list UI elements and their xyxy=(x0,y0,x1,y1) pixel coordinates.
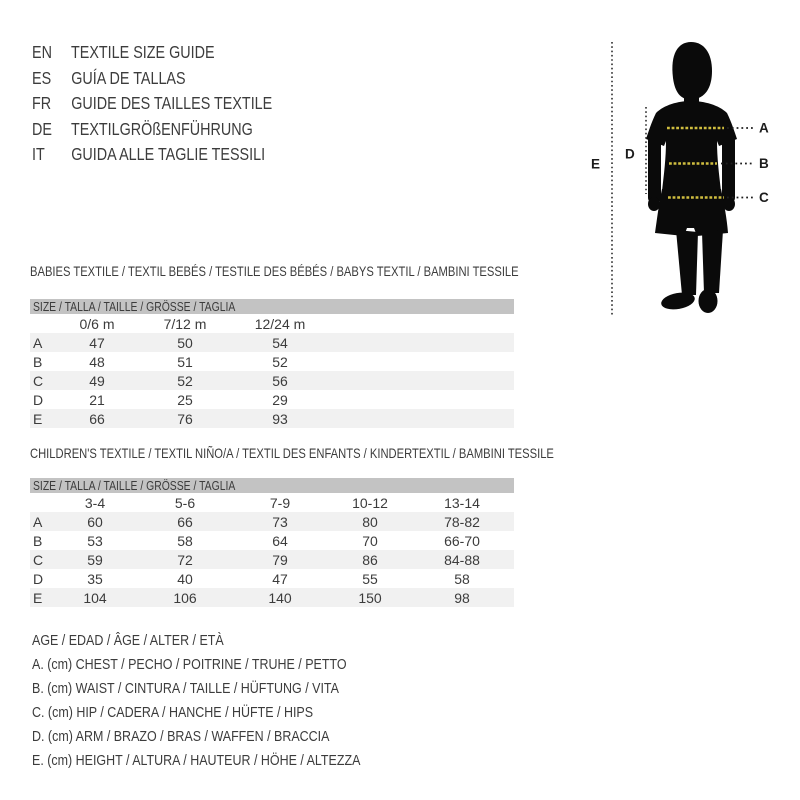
row-label-cell: C xyxy=(30,371,54,390)
size-bar-label: SIZE / TALLA / TAILLE / GRÖSSE / TAGLIA xyxy=(33,299,236,314)
size-value-cell: 49 xyxy=(54,371,140,390)
corner-cell xyxy=(30,493,54,512)
waist-label: B xyxy=(759,156,769,171)
chest-label: A xyxy=(759,120,769,136)
size-value-cell: 21 xyxy=(89,391,105,408)
legend-age-line: AGE / EDAD / ÂGE / ALTER / ETÀ xyxy=(32,633,224,649)
filler-cell xyxy=(510,512,514,531)
size-value-cell: 76 xyxy=(140,409,230,428)
col-header-cell: 7-9 xyxy=(269,494,291,511)
col-header-cell: 12/24 m xyxy=(254,315,306,332)
size-value-cell: 52 xyxy=(140,371,230,390)
size-value-cell: 55 xyxy=(362,570,378,587)
filler-cell xyxy=(510,531,514,550)
children-size-table xyxy=(30,493,514,607)
size-value-cell: 54 xyxy=(230,333,330,352)
language-code: IT xyxy=(32,144,45,164)
language-code: EN xyxy=(32,42,52,62)
row-label-cell: A xyxy=(30,512,54,531)
language-title: TEXTILE SIZE GUIDE xyxy=(70,42,215,62)
size-value-cell: 73 xyxy=(234,512,326,531)
row-label-cell: B xyxy=(33,353,43,370)
size-value-cell: 59 xyxy=(54,550,136,569)
table-row xyxy=(30,550,514,569)
size-value-cell: 66 xyxy=(54,409,140,428)
language-title: GUIDA ALLE TAGLIE TESSILI xyxy=(71,144,266,164)
table-row xyxy=(30,371,514,390)
size-value-cell: 29 xyxy=(272,391,288,408)
filler-cell xyxy=(330,352,514,371)
size-value-cell: 93 xyxy=(230,409,330,428)
table-row xyxy=(30,531,514,550)
babies-section-heading: BABIES TEXTILE / TEXTIL BEBÉS / TESTILE DES BÉBÉS / BABYS TEXTIL / BAMBINI TESSILE xyxy=(30,263,519,279)
size-value-cell: 51 xyxy=(177,353,193,370)
col-header-cell: 3-4 xyxy=(84,494,106,511)
corner-cell xyxy=(30,314,54,333)
arm-label: D xyxy=(625,146,635,162)
filler-cell xyxy=(330,409,514,428)
size-value-cell: 58 xyxy=(454,570,470,587)
babies-size-table xyxy=(30,314,514,428)
filler-cell xyxy=(510,569,514,588)
size-value-cell: 98 xyxy=(414,588,510,607)
row-label-cell: B xyxy=(33,532,43,549)
col-header-cell: 7/12 m xyxy=(163,315,207,332)
height-label: E xyxy=(591,156,601,172)
table-row xyxy=(30,588,514,607)
filler-cell xyxy=(510,588,514,607)
table-row xyxy=(30,569,514,588)
filler-cell xyxy=(330,333,514,352)
size-value-cell: 64 xyxy=(272,532,288,549)
table-row xyxy=(30,333,514,352)
row-label-cell: E xyxy=(30,588,54,607)
size-value-cell: 84-88 xyxy=(414,550,510,569)
size-value-cell: 58 xyxy=(177,532,193,549)
language-code: DE xyxy=(32,118,52,139)
language-code: ES xyxy=(32,67,52,88)
size-value-cell: 52 xyxy=(272,353,288,370)
language-title-list xyxy=(32,40,325,168)
language-code: FR xyxy=(32,93,52,113)
size-value-cell: 40 xyxy=(177,570,193,587)
hip-label: C xyxy=(759,190,769,205)
table-row xyxy=(30,390,514,409)
col-header-cell: 13-14 xyxy=(444,494,480,511)
language-title: TEXTILGRÖßENFÜHRUNG xyxy=(70,118,253,139)
table-row xyxy=(30,352,514,371)
silhouette-left-leg xyxy=(676,230,698,295)
size-value-cell: 66 xyxy=(136,512,234,531)
col-header-cell: 0/6 m xyxy=(79,315,115,332)
row-label-cell: A xyxy=(30,333,54,352)
row-label-cell: E xyxy=(30,409,54,428)
legend-hip-line: C. (cm) HIP / CADERA / HANCHE / HÜFTE / HIPS xyxy=(32,705,314,721)
size-value-cell: 104 xyxy=(54,588,136,607)
filler-cell xyxy=(330,390,514,409)
size-value-cell: 48 xyxy=(89,353,105,370)
size-value-cell: 79 xyxy=(234,550,326,569)
size-value-cell: 47 xyxy=(272,570,288,587)
filler-cell xyxy=(510,550,514,569)
language-title: GUIDE DES TAILLES TEXTILE xyxy=(71,93,273,113)
size-value-cell: 53 xyxy=(87,532,103,549)
size-value-cell: 72 xyxy=(136,550,234,569)
row-label-cell: D xyxy=(33,570,44,587)
size-value-cell: 78-82 xyxy=(414,512,510,531)
babies-size-bar xyxy=(30,299,514,314)
table-row xyxy=(30,409,514,428)
row-label-cell: C xyxy=(30,550,54,569)
size-value-cell: 47 xyxy=(54,333,140,352)
children-section-heading: CHILDREN'S TEXTILE / TEXTIL NIÑO/A / TEXTIL DES ENFANTS / KINDERTEXTIL / BAMBINI TESSILE xyxy=(30,445,554,461)
silhouette-left-arm xyxy=(648,134,661,204)
language-row-de xyxy=(32,117,272,143)
col-header-cell: 10-12 xyxy=(352,494,388,511)
size-value-cell: 50 xyxy=(140,333,230,352)
size-value-cell: 70 xyxy=(362,532,378,549)
legend-waist-line: B. (cm) WAIST / CINTURA / TAILLE / HÜFTUNG / VITA xyxy=(32,681,339,697)
size-value-cell: 80 xyxy=(326,512,414,531)
size-value-cell: 56 xyxy=(230,371,330,390)
size-value-cell: 60 xyxy=(54,512,136,531)
silhouette-left-hand xyxy=(648,197,660,211)
silhouette-right-arm xyxy=(722,134,735,204)
measurement-legend xyxy=(32,629,414,773)
silhouette-shorts xyxy=(655,189,728,236)
children-column-header-row xyxy=(30,493,514,512)
silhouette-right-shoe xyxy=(699,289,718,313)
legend-arm-line: D. (cm) ARM / BRAZO / BRAS / WAFFEN / BRACCIA xyxy=(32,729,330,745)
size-value-cell: 66-70 xyxy=(444,532,480,549)
silhouette-right-leg xyxy=(702,230,723,293)
language-title: GUÍA DE TALLAS xyxy=(71,67,186,88)
row-label-cell: D xyxy=(33,391,44,408)
size-value-cell: 106 xyxy=(136,588,234,607)
filler-cell xyxy=(510,493,514,512)
size-bar-label: SIZE / TALLA / TAILLE / GRÖSSE / TAGLIA xyxy=(33,478,236,493)
language-row-fr xyxy=(32,91,272,117)
language-row-es xyxy=(32,66,272,92)
child-silhouette-icon xyxy=(646,42,737,313)
size-value-cell: 35 xyxy=(87,570,103,587)
size-value-cell: 25 xyxy=(177,391,193,408)
children-size-bar xyxy=(30,478,514,493)
child-measurement-figure xyxy=(585,30,785,325)
language-row-it xyxy=(32,142,272,168)
babies-column-header-row xyxy=(30,314,514,333)
size-value-cell: 140 xyxy=(234,588,326,607)
filler-cell xyxy=(330,371,514,390)
col-header-cell: 5-6 xyxy=(174,494,196,511)
legend-height-line: E. (cm) HEIGHT / ALTURA / HAUTEUR / HÖHE / ALTEZZA xyxy=(32,753,361,769)
table-row xyxy=(30,512,514,531)
filler-cell xyxy=(330,314,514,333)
size-value-cell: 86 xyxy=(326,550,414,569)
legend-chest-line: A. (cm) CHEST / PECHO / POITRINE / TRUHE / PETTO xyxy=(32,657,347,673)
language-row-en xyxy=(32,40,272,66)
size-value-cell: 150 xyxy=(326,588,414,607)
